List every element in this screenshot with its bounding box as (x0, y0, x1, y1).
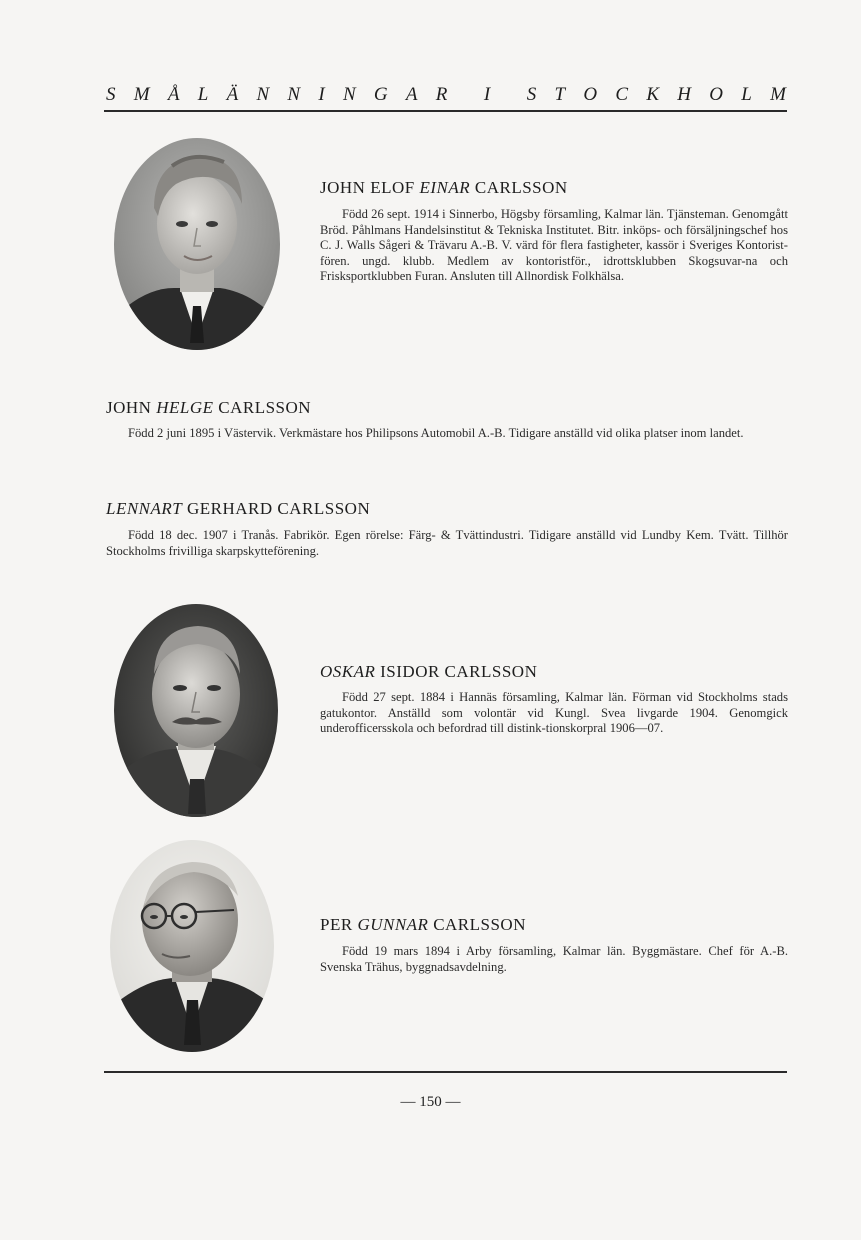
person-name: JOHN HELGE CARLSSON (106, 398, 312, 417)
person-bio: Född 2 juni 1895 i Västervik. Verkmästare hos Philipsons Automobil A.-B. Tidigare anställd vid olika platser inom landet. (128, 426, 744, 440)
person-name: PER GUNNAR CARLSSON (320, 915, 526, 934)
header-letter: G (373, 84, 388, 105)
footer-rule (104, 1071, 787, 1073)
page-number: — 150 — (400, 1094, 461, 1110)
person-name: LENNART GERHARD CARLSSON (106, 499, 371, 518)
header-letter: Ä (226, 84, 239, 105)
header-letter: C (615, 84, 629, 105)
header-letter: I (318, 84, 325, 105)
header-letter: N (342, 84, 356, 105)
portrait-photo (110, 840, 274, 1052)
header-letter: L (741, 84, 752, 105)
header-letter: S (106, 84, 116, 105)
person-bio: Född 27 sept. 1884 i Hannäs församling, Kalmar län. Förman vid Stockholms stads gatukontor. Anställd som volontär vid Kungl. Svea livgarde 1904. Genomgick underofficersskola och befordrad till distink-tionskorpral 1906—07. (320, 690, 788, 735)
header-letter: Å (167, 84, 180, 105)
portrait-photo (114, 604, 278, 817)
header-rule (104, 110, 787, 112)
header-letter: A (405, 84, 418, 105)
header-letter: O (709, 84, 724, 105)
person-bio: Född 18 dec. 1907 i Tranås. Fabrikör. Egen rörelse: Färg- & Tvättindustri. Tidigare anställd vid Lundby Kem. Tvätt. Tillhör Stockholms frivilliga skarpskytteförening. (106, 528, 788, 558)
header-letter: H (677, 84, 692, 105)
header-letter: N (256, 84, 270, 105)
header-letter: R (435, 84, 448, 105)
person-bio: Född 19 mars 1894 i Arby församling, Kalmar län. Byggmästare. Chef för A.-B. Svenska Trähus, byggnadsavdelning. (320, 944, 788, 974)
header-letter: M (133, 84, 150, 105)
running-header (106, 84, 786, 106)
header-letter: S (526, 84, 537, 105)
header-letter: K (646, 84, 660, 105)
header-letter: T (554, 84, 566, 105)
header-letter: I (483, 84, 491, 105)
person-name: OSKAR ISIDOR CARLSSON (320, 662, 538, 681)
header-letter: L (197, 84, 209, 105)
person-bio: Född 26 sept. 1914 i Sinnerbo, Högsby församling, Kalmar län. Tjänsteman. Genomgått Bröd. Påhlmans Handelsinstitut & Tekniska Institutet. Bitr. inköps- och försäljningschef hos C. J. Walls Sågeri & Trävaru A.-B. V. värd för flera fastigheter, kassör i Sveriges Kontorist-fören. ungd. klubb. Medlem av kontoristför., idrottsklubben Skogsuvar-na och Frisksportklubben Furan. Ansluten till Allnordisk Folkhälsa. (320, 207, 788, 283)
header-letter: O (583, 84, 598, 105)
portrait-photo (114, 138, 280, 350)
header-letter: N (287, 84, 301, 105)
person-name: JOHN ELOF EINAR CARLSSON (320, 178, 568, 197)
header-letter: M (770, 84, 786, 105)
